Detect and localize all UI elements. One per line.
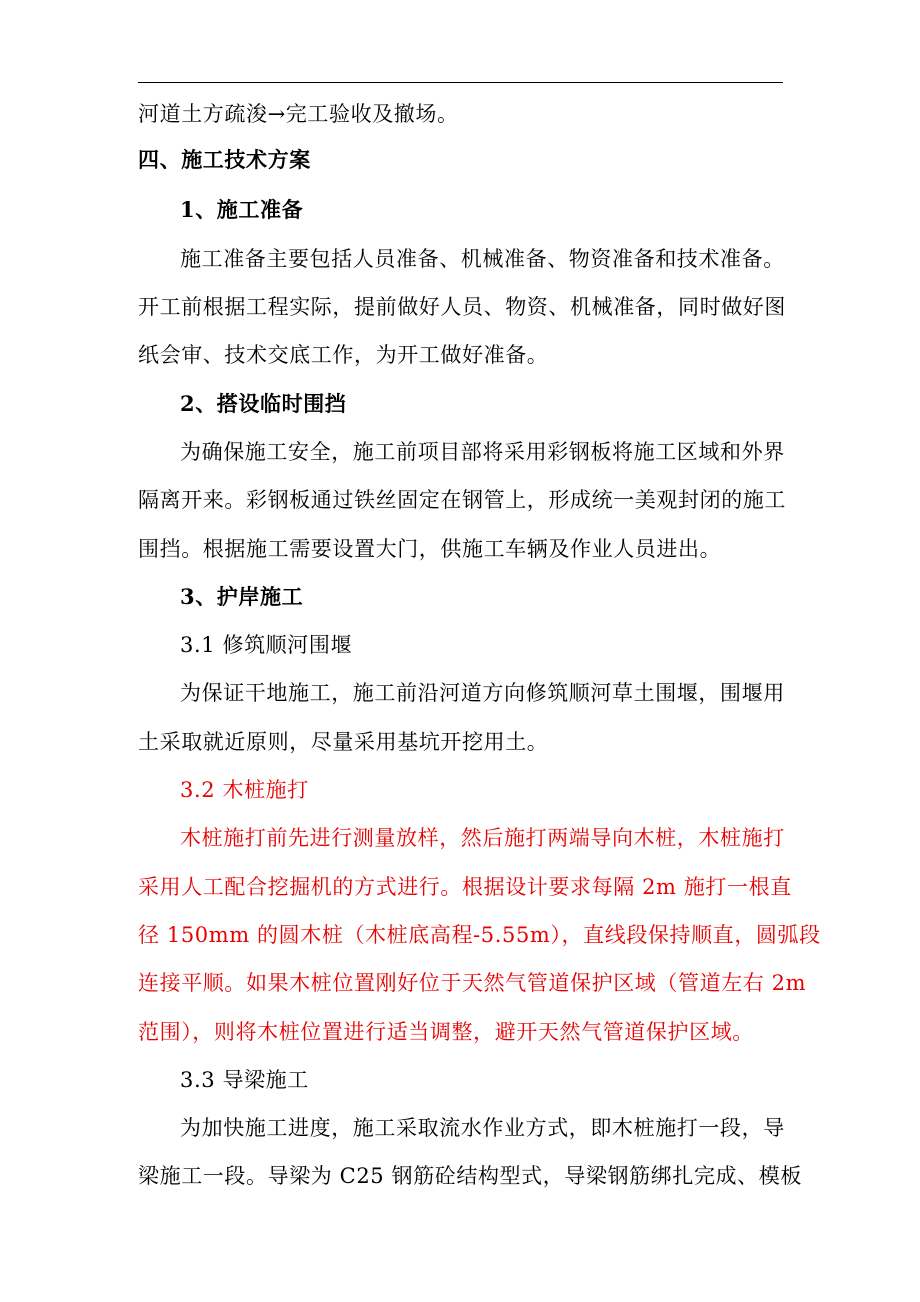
paragraph-line: 为保证干地施工，施工前沿河道方向修筑顺河草土围堰，围堰用 (180, 681, 785, 705)
highlighted-paragraph-line: 范围），则将木桩位置进行适当调整，避开天然气管道保护区域。 (138, 1020, 754, 1044)
sub-heading-3-3: 3.3 导梁施工 (180, 1068, 309, 1092)
paragraph-line: 围挡。根据施工需要设置大门，供施工车辆及作业人员进出。 (138, 537, 722, 561)
paragraph-line: 纸会审、技术交底工作，为开工做好准备。 (138, 343, 549, 367)
highlighted-paragraph-line: 木桩施打前先进行测量放样，然后施打两端导向木桩，木桩施打 (180, 826, 785, 850)
highlighted-paragraph-line: 采用人工配合挖掘机的方式进行。根据设计要求每隔 2m 施打一根直 (138, 875, 792, 899)
subsection-heading-2: 2、搭设临时围挡 (180, 391, 347, 416)
sub-heading-3-1: 3.1 修筑顺河围堰 (180, 633, 353, 657)
highlighted-paragraph-line: 连接平顺。如果木桩位置刚好位于天然气管道保护区域（管道左右 2m (138, 971, 807, 995)
paragraph-line: 为确保施工安全，施工前项目部将采用彩钢板将施工区域和外界 (180, 440, 785, 464)
paragraph-line: 施工准备主要包括人员准备、机械准备、物资准备和技术准备。 (180, 247, 785, 271)
paragraph-line: 梁施工一段。导梁为 C25 钢筋砼结构型式，导梁钢筋绑扎完成、模板 (138, 1164, 802, 1188)
paragraph-line: 为加快施工进度，施工采取流水作业方式，即木桩施打一段，导 (180, 1116, 785, 1140)
subsection-heading-3: 3、护岸施工 (180, 584, 304, 609)
sub-heading-3-2: 3.2 木桩施打 (180, 778, 309, 802)
subsection-heading-1: 1、施工准备 (180, 197, 304, 222)
continuation-line: 河道土方疏浚→完工验收及撤场。 (138, 102, 459, 126)
highlighted-paragraph-line: 径 150mm 的圆木桩（木桩底高程-5.55m），直线段保持顺直，圆弧段 (138, 923, 821, 947)
header-rule (138, 82, 783, 83)
paragraph-line: 开工前根据工程实际，提前做好人员、物资、机械准备，同时做好图 (138, 295, 786, 319)
section-heading: 四、施工技术方案 (138, 147, 311, 172)
paragraph-line: 土采取就近原则，尽量采用基坑开挖用土。 (138, 730, 549, 754)
paragraph-line: 隔离开来。彩钢板通过铁丝固定在钢管上，形成统一美观封闭的施工 (138, 488, 786, 512)
